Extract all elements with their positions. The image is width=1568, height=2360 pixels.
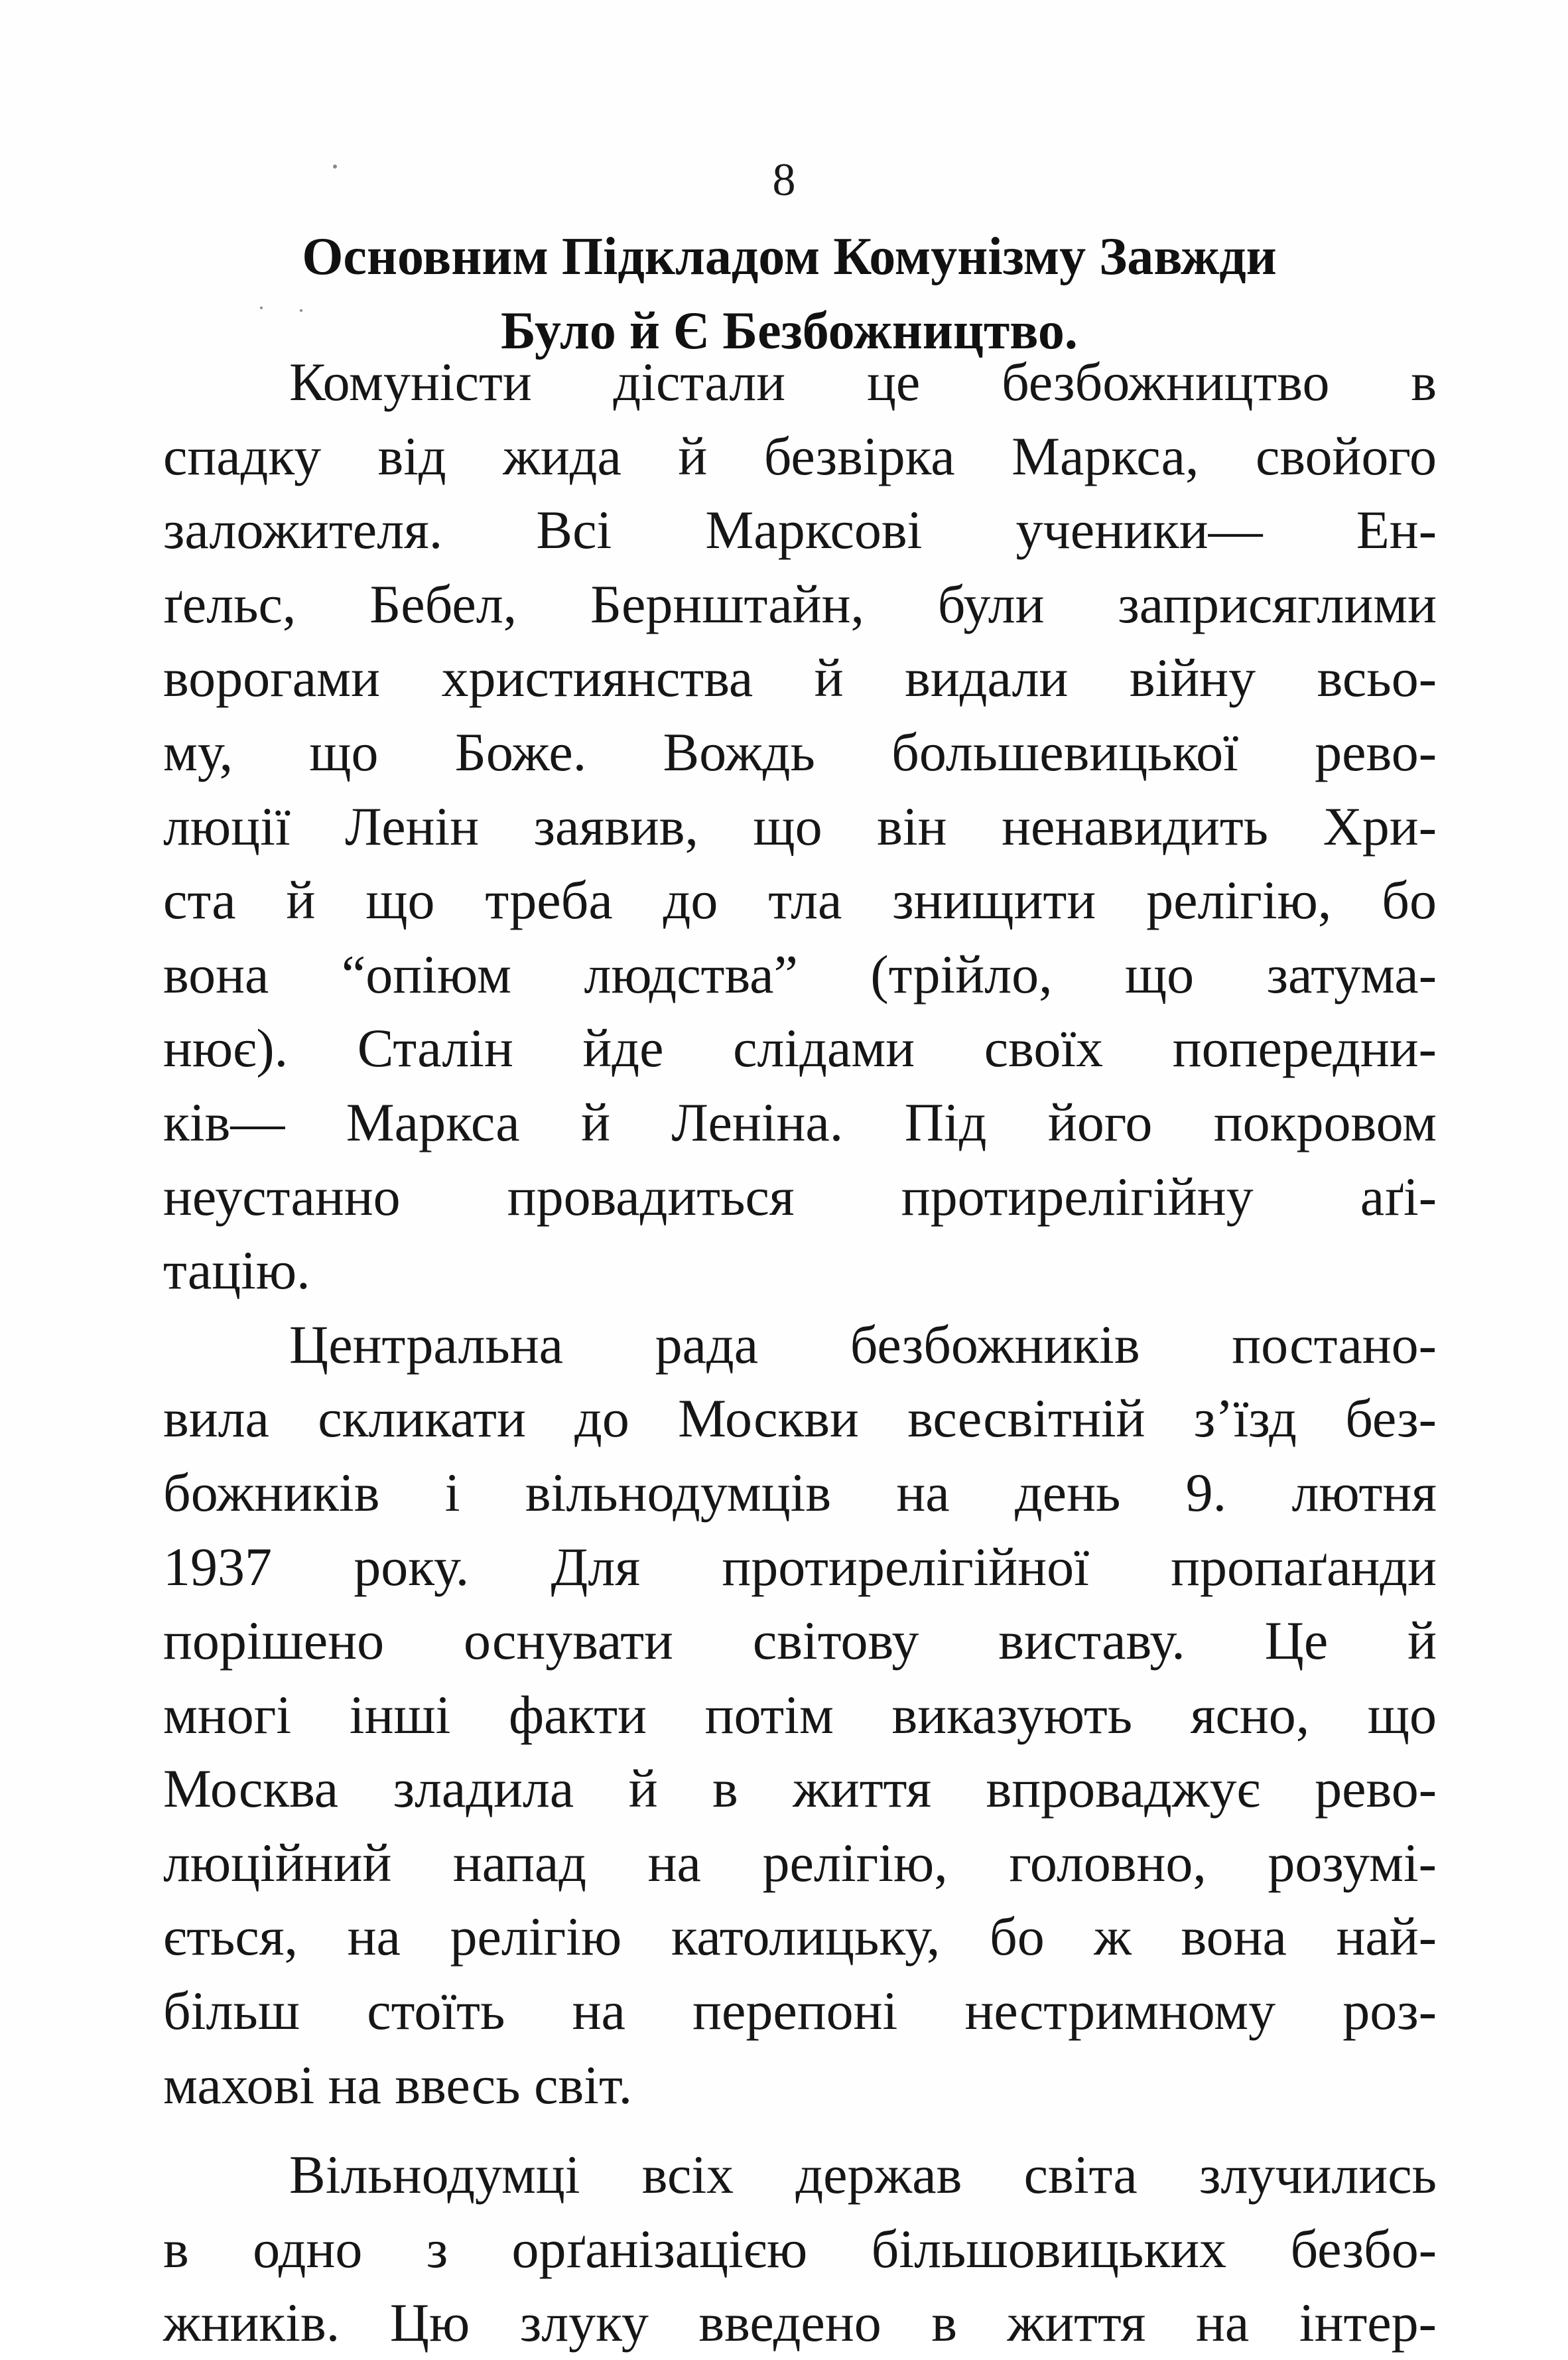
paragraph-2	[163, 1308, 1437, 2122]
heading-line-1: Основним Підкладом Комунізму Завжди	[302, 228, 1277, 286]
text-line: ків— Маркса й Леніна. Під його покровом	[163, 1091, 1437, 1152]
text-line: нює). Сталін йде слідами своїх попередни-	[163, 1018, 1437, 1079]
text-line: божників і вільнодумців на день 9. лютня	[163, 1462, 1437, 1523]
text-line: ворогами християнства й видали війну всьо-	[163, 648, 1437, 709]
paragraph-gap	[163, 2122, 1437, 2138]
text-line: 1937 року. Для протирелігійної пропаґанди	[163, 1536, 1437, 1597]
text-line: вона “опіюм людства” (трійло, що затума-	[163, 943, 1437, 1005]
scan-speck	[300, 309, 302, 312]
text-line: Вільнодумці всіх держав світа злучились	[289, 2144, 1437, 2205]
text-line: порішено оснувати світову виставу. Це й	[163, 1610, 1437, 1671]
text-line: заложителя. Всі Марксові ученики— Ен-	[163, 500, 1437, 561]
text-line: му, що Боже. Вождь большевицької рево-	[163, 721, 1437, 782]
text-line: Комуністи дістали це безбожництво в	[289, 352, 1437, 412]
scan-speck	[333, 165, 337, 169]
text-line: жників. Цю злуку введено в життя на інтер-	[163, 2292, 1437, 2353]
paragraph-3	[163, 2138, 1437, 2360]
text-line: люційний напад на релігію, головно, розумі-	[163, 1832, 1437, 1893]
text-line: вила скликати до Москви всесвітній з’їзд без-	[163, 1388, 1437, 1449]
text-line: неустанно провадиться протирелігійну аґі-	[163, 1166, 1437, 1227]
text-line: люції Ленін заявив, що він ненавидить Хри-	[163, 796, 1437, 857]
heading-line-2: Було й Є Безбожництво.	[501, 301, 1078, 360]
body-text	[163, 345, 1437, 2360]
paragraph-1	[163, 345, 1437, 1308]
text-line: ґельс, Бебел, Бернштайн, були заприсяглими	[163, 573, 1437, 634]
text-line: спадку від жида й безвірка Маркса, свойого	[163, 425, 1437, 486]
text-line: в одно з орґанізацією більшовицьких безбо-	[163, 2218, 1437, 2279]
text-line: Центральна рада безбожників постано-	[289, 1314, 1437, 1375]
page-number: 8	[772, 155, 796, 206]
text-line: ється, на релігію католицьку, бо ж вона най-	[163, 1906, 1437, 1967]
text-line: Москва зладила й в життя впроваджує рево-	[163, 1758, 1437, 1819]
text-line: махові на ввесь світ.	[163, 2054, 633, 2115]
text-line: більш стоїть на перепоні нестримному роз-	[163, 1980, 1437, 2042]
scan-speck	[260, 307, 263, 309]
text-line: тацію.	[163, 1240, 310, 1301]
text-line: многі інші факти потім виказують ясно, що	[163, 1684, 1437, 1745]
text-line: ста й що треба до тла знищити релігію, бо	[163, 870, 1437, 931]
